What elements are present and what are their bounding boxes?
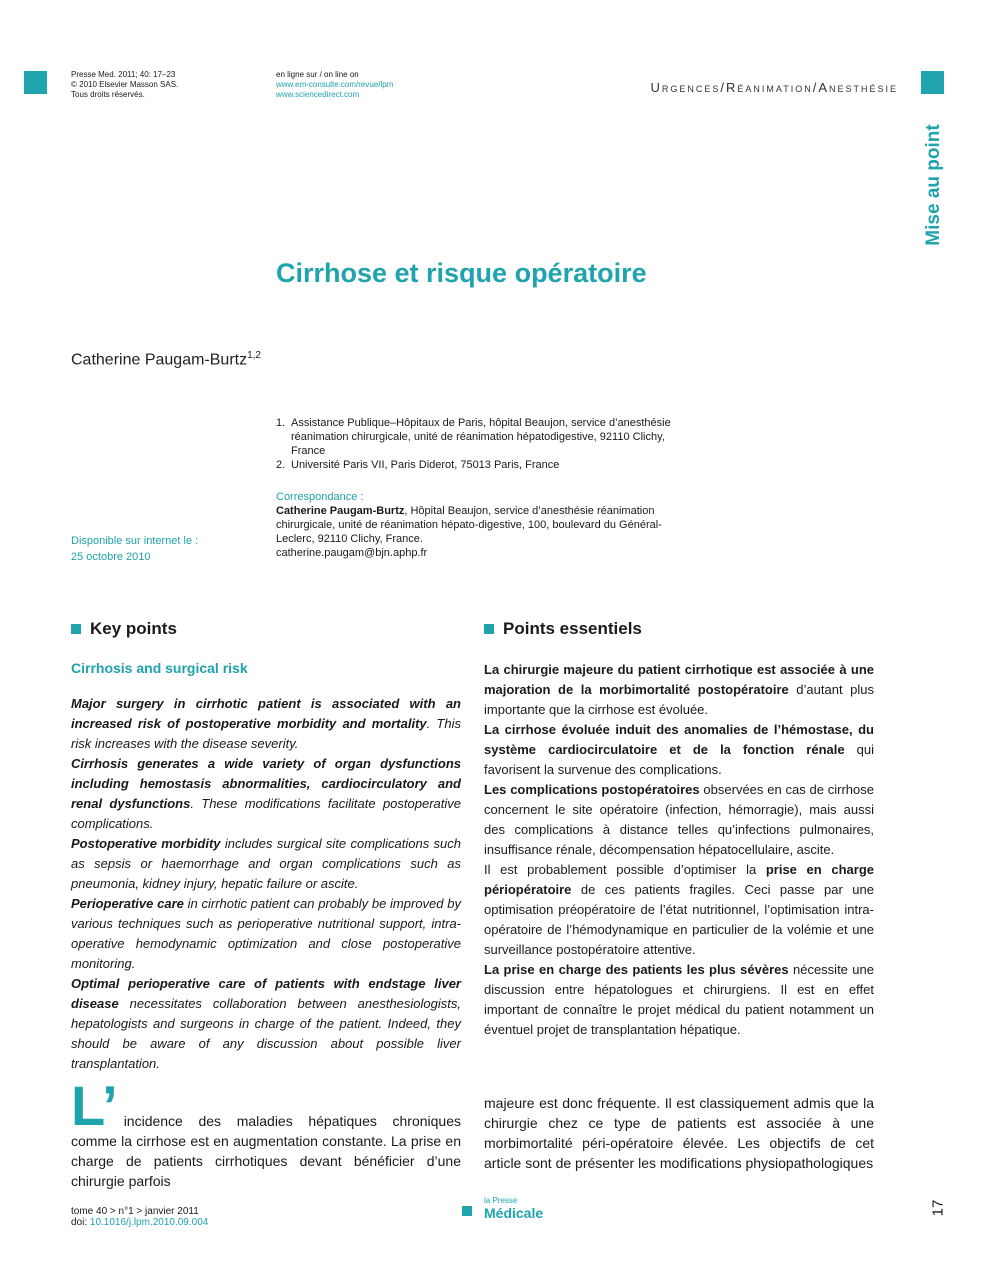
sciencedirect-link[interactable]: www.sciencedirect.com (276, 90, 360, 99)
key-points-subheading: Cirrhosis and surgical risk (71, 660, 248, 676)
correspondance (276, 490, 666, 560)
points-essentiels-heading: Points essentiels (484, 619, 642, 639)
correspondance-label: Correspondance : (276, 491, 364, 503)
key-points (71, 660, 461, 1074)
key-point-item: Cirrhosis generates a wide variety of organ dysfunctions including hemostasis abnormalities, cardiocirculatory and renal dysfunctions. These modifications facilitate postoperative complications. (71, 756, 461, 831)
available-date: 25 octobre 2010 (71, 551, 151, 563)
rights: Tous droits réservés. (71, 90, 145, 99)
affiliations (276, 416, 686, 472)
article-title: Cirrhose et risque opératoire (276, 258, 647, 288)
point-essentiel-item: La prise en charge des patients les plus sévères nécessite une discussion entre hépatologues et chirurgiens. Il est en effet important de connaître le projet médical du patient notamment un éventuel projet de transplantation hépatique. (484, 962, 874, 1037)
correspondance-email[interactable]: catherine.paugam@bjn.aphp.fr (276, 547, 428, 559)
em-consulte-link[interactable]: www.em-consulte.com/revue/lpm (276, 80, 394, 89)
correspondance-address: , Hôpital Beaujon, service d’anesthésie réanimation chirurgicale, unité de réanimation hépato-digestive, 100, boulevard du Général-Leclerc, 92110 Clichy, France. (276, 505, 662, 545)
body-right (484, 1093, 874, 1173)
logo-small: la Presse (484, 1196, 518, 1205)
author: Catherine Paugam-Burtz$^{1,2}$ (71, 350, 261, 369)
author-sup: 1,2 (247, 350, 261, 361)
copyright: © 2010 Elsevier Masson SAS. (71, 80, 179, 89)
point-essentiel-item: La chirurgie majeure du patient cirrhotique est associée à une majoration de la morbimortalité postopératoire d’autant plus importante que la cirrhose est évoluée. (484, 662, 874, 717)
body-left (71, 1074, 461, 1191)
availability (71, 533, 198, 565)
corner-square-left (24, 71, 47, 94)
body-paragraph: incidence des maladies hépatiques chroniques comme la cirrhose est en augmentation constante. La prise en charge de patients cirrhotiques devant bénéficier d’une chirurgie parfois (71, 1113, 461, 1189)
journal-info (71, 70, 178, 100)
logo-square-icon (462, 1206, 472, 1216)
online-info (276, 70, 393, 100)
page-number: 17 (929, 1199, 947, 1217)
correspondance-name: Catherine Paugam-Burtz (276, 505, 405, 517)
key-points-heading: Key points (71, 619, 177, 639)
footer-issue: tome 40 > n°1 > janvier 2011 doi: 10.1016/j.lpm.2010.09.004 (71, 1206, 209, 1228)
heading-square-icon (484, 624, 494, 634)
side-label: Mise au point (923, 124, 944, 246)
affiliation-item: 2. Université Paris VII, Paris Diderot, 75013 Paris, France (276, 459, 560, 471)
points-essentiels (484, 660, 874, 1040)
key-point-item: Major surgery in cirrhotic patient is associated with an increased risk of postoperative morbidity and mortality. This risk increases with the disease severity. (71, 696, 461, 751)
point-essentiel-item: Il est probablement possible d’optimiser la prise en charge périopératoire de ces patients fragiles. Ceci passe par une optimisation préopératoire de l’état nutritionnel, l’optimisation intra-opératoire de l’hémodynamique en particulier de la volémie et une surveillance postopératoire attentive. (484, 862, 874, 957)
online-label: en ligne sur / on line on (276, 70, 359, 79)
corner-square-right (921, 71, 944, 94)
point-essentiel-item: La cirrhose évoluée induit des anomalies de l’hémostase, du système cardiocirculatoire et de la fonction rénale qui favorisent la survenue des complications. (484, 722, 874, 777)
dropcap: L’ (71, 1074, 118, 1137)
heading-square-icon (71, 624, 81, 634)
key-point-item: Optimal perioperative care of patients with endstage liver disease necessitates collaboration between anesthesiologists, hepatologists and surgeons in charge of the patient. Indeed, they should be aware of any discussion about possible liver transplantation. (71, 976, 461, 1071)
available-label: Disponible sur internet le : (71, 535, 199, 547)
logo-big: Médicale (484, 1205, 544, 1221)
key-point-item: Postoperative morbidity includes surgical site complications such as sepsis or haemorrhage and organ complications such as pneumonia, kidney injury, hepatic failure or ascite. (71, 836, 462, 891)
journal-logo (462, 1195, 543, 1219)
key-points-list (71, 694, 461, 1074)
key-point-item: Perioperative care in cirrhotic patient can probably be improved by various techniques such as perioperative nutritional support, intra-operative hemodynamic optimization and close postoperative monitoring. (71, 896, 461, 971)
affiliation-item: 1. Assistance Publique–Hôpitaux de Paris, hôpital Beaujon, service d’anesthésie réanimation chirurgicale, unité de réanimation hépatodigestive, 92110 Clichy, France (276, 417, 671, 457)
issue: tome 40 > n°1 > janvier 2011 (71, 1206, 199, 1217)
doi-link[interactable]: 10.1016/j.lpm.2010.09.004 (89, 1217, 209, 1228)
rubric: Urgences/Réanimation/Anesthésie (650, 80, 898, 95)
journal-ref: Presse Med. 2011; 40: 17–23 (71, 70, 176, 79)
body-paragraph: majeure est donc fréquente. Il est classiquement admis que la chirurgie chez ce type de patients est associée à une morbimortalité péri-opératoire élevée. Les objectifs de cet article sont de présenter les modifications physiopathologiques (484, 1095, 874, 1171)
point-essentiel-item: Les complications postopératoires observées en cas de cirrhose concernent le site opératoire (infection, hémorragie), mais aussi des complications à distance telles qu’infections pulmonaires, insuffisance rénale, décompensation hépatocellulaire, ascite. (484, 782, 874, 857)
